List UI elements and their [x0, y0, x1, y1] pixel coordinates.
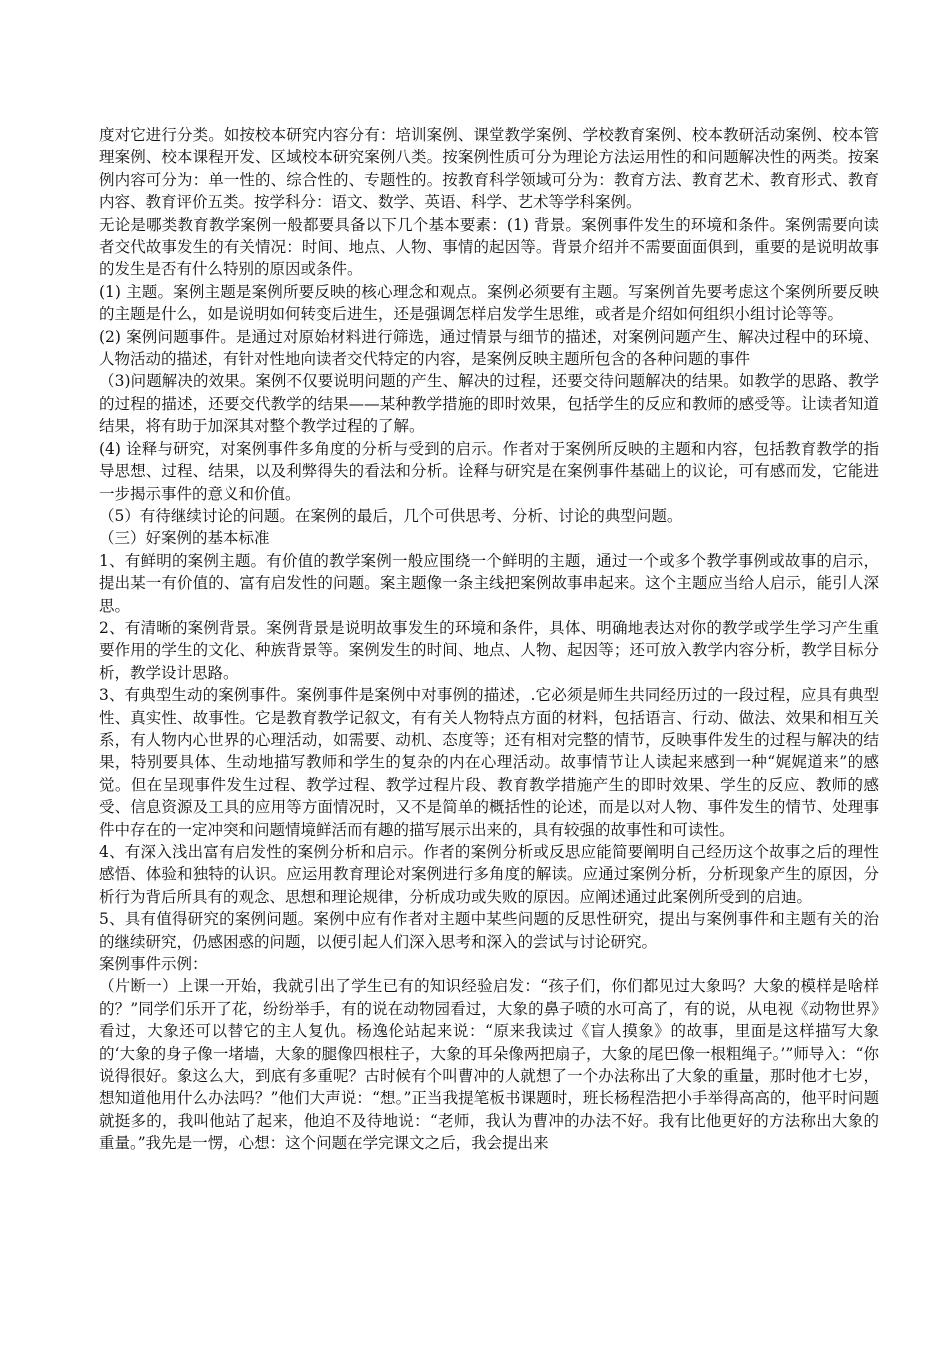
paragraph-elements-intro: 无论是哪类教育教学案例一般都要具备以下几个基本要素：(1) 背景。案例事件发生的环境和条件。案例需要向读者交代故事发生的有关情况：时间、地点、人物、事情的起因等。背景介绍并不需要面面俱到，重要的是说明故事的发生是否有什么特别的原因或条件。	[99, 215, 879, 279]
section-heading-standards: （三）好案例的基本标准	[99, 529, 270, 548]
paragraph-standard-3: 3、有典型生动的案例事件。案例事件是案例中对事例的描述，.它必须是师生共同经历过的一段过程，应具有典型性、真实性、故事性。它是教育教学记叙文，有有关人物特点方面的材料，包括语言、行动、做法、效果和相互关系，有人物内心世界的心理活动，如需要、动机、态度等；还有相对完整的情节，反映事件发生的过程与解决的结果，特别要具体、生动地描写教师和学生的复杂的内在心理活动。故事情节让人读起来感到一种“娓娓道来”的感觉。但在呈现事件发生过程、教学过程、教学过程片段、教育教学措施产生的即时效果、学生的反应、教师的感受、信息资源及工具的应用等方面情况时，又不是简单的概括性的论述，而是以对人物、事件发生的情节、处理事件中存在的一定冲突和问题情境鲜活而有趣的描写展示出来的，具有较强的故事性和可读性。	[99, 686, 879, 839]
paragraph-standard-4: 4、有深入浅出富有启发性的案例分析和启示。作者的案例分析或反思应能简要阐明自己经历这个故事之后的理性感悟、体验和独特的认识。应运用教育理论对案例进行多角度的解读。应通过案例分析，分析现象产生的原因，分析行为背后所具有的观念、思想和理论规律，分析成功或失败的原因。应阐述通过此案例所受到的启迪。	[99, 843, 879, 906]
paragraph-standard-5: 5、具有值得研究的案例问题。案例中应有作者对主题中某些问题的反思性研究，提出与案例事件和主题有关的治的继续研究，仍感困惑的问题，以便引起人们深入思考和深入的尝试与讨论研究。	[99, 910, 879, 951]
paragraph-problem-event: (2) 案例问题事件。是通过对原始材料进行筛选，通过情景与细节的描述，对案例问题产生、解决过程中的环境、人物活动的描述，有针对性地向读者交代特定的内容，是案例反映主题所包含的各种问题的事件	[99, 327, 879, 369]
paragraph-example-fragment-1: （片断一）上课一开始，我就引出了学生已有的知识经验启发：“孩子们，你们都见过大象吗？大象的模样是啥样的？”同学们乐开了花，纷纷举手，有的说在动物园看过，大象的鼻子喷的水可高了，有的说，从电视《动物世界》看过，大象还可以替它的主人复仇。杨逸伦站起来说：“原来我读过《盲人摸象》的故事，里面是这样描写大象的‘大象的身子像一堵墙，大象的腿像四根柱子，大象的耳朵像两把扇子，大象的尾巴像一根粗绳子。’”师导入：“你说得很好。象这么大，到底有多重呢？古时候有个叫曹冲的人就想了一个办法称出了大象的重量，那时他才七岁，想知道他用什么办法吗？”他们大声说：“想。”正当我提笔板书课题时，班长杨程浩把小手举得高高的，他平时问题就挺多的，我叫他站了起来，他迫不及待地说：“老师，我认为曹冲的办法不好。我有比他更好的方法称出大象的重量。”我先是一愣，心想：这个问题在学完课文之后，我会提出来	[99, 977, 879, 1153]
paragraph-standard-2: 2、有清晰的案例背景。案例背景是说明故事发生的环境和条件，具体、明确地表达对你的教学或学生学习产生重要作用的学生的文化、种族背景等。案例发生的时间、地点、人物、起因等；还可放入教学内容分析，教学目标分析，教学设计思路。	[99, 618, 879, 682]
paragraph-theme: (1) 主题。案例主题是案例所要反映的核心理念和观点。案例必须要有主题。写案例首先要考虑这个案例所要反映的主题是什么，如是说明如何转变后进生，还是强调怎样启发学生思维，或者是介绍如何组织小组讨论等等。	[99, 282, 879, 324]
paragraph-classification: 度对它进行分类。如按校本研究内容分有：培训案例、课堂教学案例、学校教育案例、校本教研活动案例、校本管理案例、校本课程开发、区域校本研究案例八类。按案例性质可分为理论方法运用性的和问题解决性的两类。按案例内容可分为：单一性的、综合性的、专题性的。按教育科学领域可分为：教育方法、教育艺术、教育形式、教育内容、教育评价五类。按学科分：语文、数学、英语、科学、艺术等学科案例。	[99, 126, 879, 212]
paragraph-solution-effect: （3)问题解决的效果。案例不仅要说明问题的产生、解决的过程，还要交待问题解决的结果。如教学的思路、教学的过程的描述，还要交代教学的结果——某种教学措施的即时效果，包括学生的反应和教师的感受等。让读者知道结果，将有助于加深其对整个教学过程的了解。	[99, 372, 879, 436]
paragraph-standard-1: 1、有鲜明的案例主题。有价值的教学案例一般应围绕一个鲜明的主题，通过一个或多个教学事例或故事的启示，提出某一有价值的、富有启发性的问题。案主题像一条主线把案例故事串起来。这个主题应当给人启示，能引人深思。	[99, 551, 879, 615]
example-heading: 案例事件示例：	[99, 955, 208, 974]
document-body	[99, 124, 879, 1155]
paragraph-interpretation: (4) 诠释与研究，对案例事件多角度的分析与受到的启示。作者对于案例所反映的主题和内容，包括教育教学的指导思想、过程、结果，以及利弊得失的看法和分析。诠释与研究是在案例事件基础上的议论，可有感而发，它能进一步揭示事件的意义和价值。	[99, 439, 879, 503]
paragraph-open-questions: （5）有待继续讨论的问题。在案例的最后，几个可供思考、分析、讨论的典型问题。	[99, 506, 683, 525]
